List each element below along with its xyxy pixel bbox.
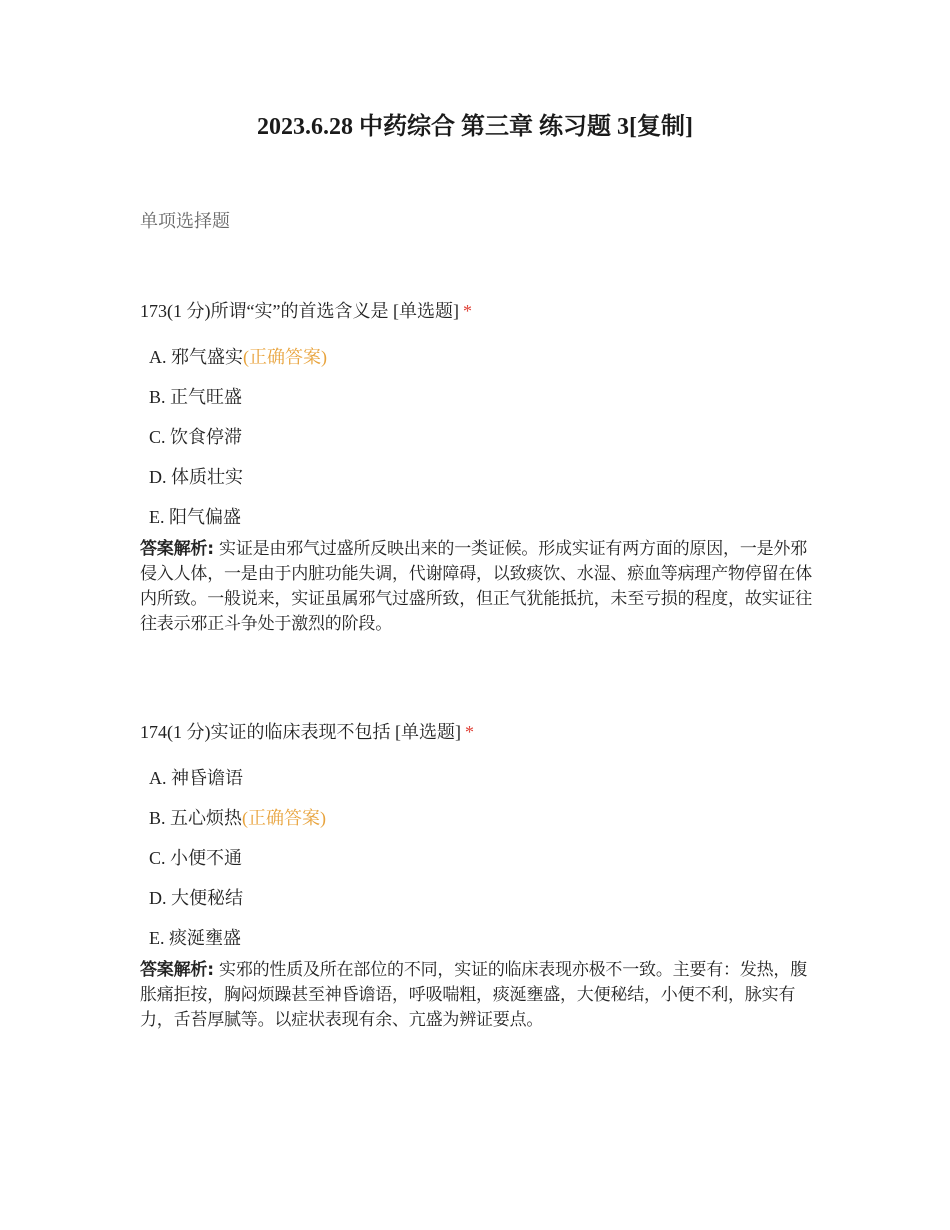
option-c: [149, 845, 820, 871]
option-text: A. 神昏谵语: [149, 768, 243, 788]
required-star: *: [464, 722, 474, 742]
answer-analysis: [140, 537, 820, 637]
option-list: [140, 344, 820, 530]
question-stem-text: 173(1 分)所谓“实”的首选含义是 [单选题]: [140, 301, 459, 321]
option-b: [149, 805, 820, 831]
option-e: [149, 504, 820, 530]
option-text: E. 阳气偏盛: [149, 507, 241, 527]
option-text: D. 体质壮实: [149, 467, 243, 487]
correct-answer-tag: (正确答案): [242, 808, 327, 828]
option-d: [149, 885, 820, 911]
option-text: E. 痰涎壅盛: [149, 928, 241, 948]
option-c: [149, 424, 820, 450]
section-title: 单项选择题: [140, 211, 230, 231]
analysis-label: 答案解析:: [140, 539, 214, 559]
option-b: [149, 384, 820, 410]
option-d: [149, 464, 820, 490]
option-text: A. 邪气盛实: [149, 347, 243, 367]
question-stem: [140, 719, 820, 745]
option-text: D. 大便秘结: [149, 888, 243, 908]
option-text: B. 正气旺盛: [149, 387, 243, 407]
analysis-label: 答案解析:: [140, 960, 214, 980]
option-a: [149, 765, 820, 791]
required-star: *: [462, 301, 472, 321]
question-174: [140, 719, 820, 1033]
option-a: [149, 344, 820, 370]
analysis-text: 实证是由邪气过盛所反映出来的一类证候。形成实证有两方面的原因，一是外邪侵入人体，一是由于内脏功能失调，代谢障碍，以致痰饮、水湿、瘀血等病理产物停留在体内所致。一般说来，实证虽属邪气过盛所致，但正气犹能抵抗，未至亏损的程度，故实证往往表示邪正斗争处于激烈的阶段。: [140, 539, 812, 634]
option-list: [140, 765, 820, 951]
option-e: [149, 925, 820, 951]
question-173: [140, 298, 820, 637]
option-text: C. 小便不通: [149, 848, 243, 868]
option-text: B. 五心烦热: [149, 808, 243, 828]
option-text: C. 饮食停滞: [149, 427, 243, 447]
correct-answer-tag: (正确答案): [243, 347, 327, 367]
answer-analysis: [140, 958, 820, 1033]
page-title: 2023.6.28 中药综合 第三章 练习题 3[复制]: [257, 114, 693, 140]
question-stem: [140, 298, 820, 324]
question-stem-text: 174(1 分)实证的临床表现不包括 [单选题]: [140, 722, 461, 742]
analysis-text: 实邪的性质及所在部位的不同，实证的临床表现亦极不一致。主要有：发热，腹胀痛拒按，胸闷烦躁甚至神昏谵语，呼吸喘粗，痰涎壅盛，大便秘结，小便不利，脉实有力，舌苔厚腻等。以症状表现有余、亢盛为辨证要点。: [140, 960, 808, 1030]
